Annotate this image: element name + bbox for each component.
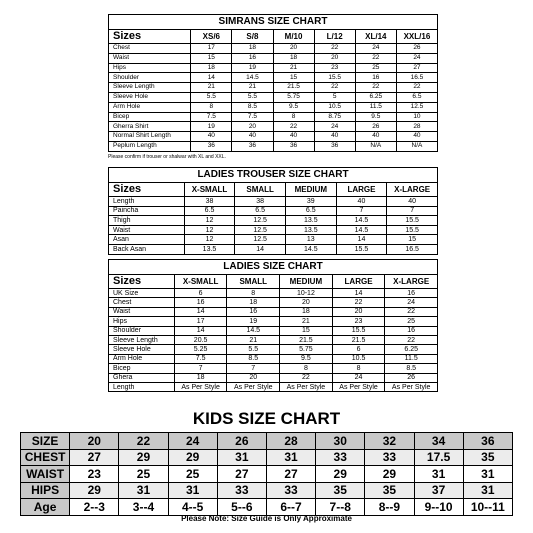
table-cell: 8.5 [232, 102, 273, 112]
column-header-size: XL/14 [355, 30, 396, 44]
size-table [108, 29, 438, 152]
table-cell: 18 [227, 298, 280, 307]
column-header-size: 24 [168, 433, 217, 450]
row-label: Shoulder [109, 73, 191, 83]
kids-chart-note: Please Note: Size Guide is Only Approximate [181, 514, 352, 523]
row-label: Chest [109, 44, 191, 54]
table-cell: 24 [314, 122, 355, 132]
column-header-size: 30 [316, 433, 365, 450]
table-cell: 8--9 [365, 499, 414, 516]
column-header-sizes: Sizes [109, 30, 191, 44]
table-cell: 40 [232, 132, 273, 142]
table-cell: 36 [232, 141, 273, 151]
table-cell: 17 [174, 317, 227, 326]
ladies-size-chart [108, 259, 438, 392]
table-cell: 8 [227, 289, 280, 298]
column-header-size: X-LARGE [387, 183, 438, 197]
table-cell: 16.5 [396, 73, 437, 83]
table-cell: 9.5 [355, 112, 396, 122]
row-label: Thigh [109, 216, 185, 226]
table-row [109, 141, 438, 151]
table-cell: 33 [266, 482, 315, 499]
row-label: CHEST [21, 449, 70, 466]
table-row [109, 73, 438, 83]
table-row [109, 244, 438, 254]
row-label: Hips [109, 63, 191, 73]
table-cell: 23 [314, 63, 355, 73]
table-cell: 7.5 [174, 354, 227, 363]
kids-size-table [20, 432, 513, 516]
table-cell: 38 [184, 197, 235, 207]
table-cell: 7 [174, 364, 227, 373]
table-cell: 14 [332, 289, 385, 298]
row-label: Bicep [109, 364, 175, 373]
table-cell: 20.5 [174, 335, 227, 344]
column-header-size: 36 [463, 433, 512, 450]
table-cell: 22 [332, 298, 385, 307]
column-header-size: LARGE [336, 183, 387, 197]
table-cell: 31 [266, 449, 315, 466]
table-cell: 7.5 [232, 112, 273, 122]
table-cell: 6.5 [285, 206, 336, 216]
size-table [108, 274, 438, 392]
chart-title: LADIES SIZE CHART [108, 259, 438, 274]
row-label: Peplum Length [109, 141, 191, 151]
row-label: Bicep [109, 112, 191, 122]
table-cell: 40 [314, 132, 355, 142]
table-cell: 16 [232, 53, 273, 63]
table-cell: 16 [227, 307, 280, 316]
table-row [109, 326, 438, 335]
table-cell: 31 [463, 466, 512, 483]
table-cell: 36 [314, 141, 355, 151]
table-row [109, 44, 438, 54]
table-cell: 23 [332, 317, 385, 326]
table-cell: 22 [280, 373, 333, 382]
table-cell: 12.5 [235, 216, 286, 226]
table-cell: 12 [184, 225, 235, 235]
row-label: Paincha [109, 206, 185, 216]
table-cell: 22 [385, 335, 438, 344]
table-cell: 22 [355, 83, 396, 93]
table-row [109, 354, 438, 363]
table-cell: 9--10 [414, 499, 463, 516]
table-cell: 31 [463, 482, 512, 499]
table-cell: 18 [174, 373, 227, 382]
table-cell: 9.5 [280, 354, 333, 363]
table-cell: 7 [336, 206, 387, 216]
column-header-size: 34 [414, 433, 463, 450]
row-label: Length [109, 382, 175, 391]
table-cell: 14.5 [336, 216, 387, 226]
table-cell: 36 [273, 141, 314, 151]
table-cell: 3--4 [119, 499, 168, 516]
column-header-size: 20 [70, 433, 119, 450]
table-cell: 28 [396, 122, 437, 132]
table-cell: 29 [168, 449, 217, 466]
table-cell: 36 [191, 141, 232, 151]
table-cell: 31 [119, 482, 168, 499]
size-table [108, 182, 438, 255]
row-label: Sleeve Length [109, 335, 175, 344]
table-cell: 16 [355, 73, 396, 83]
table-cell: 40 [336, 197, 387, 207]
table-cell: 16.5 [387, 244, 438, 254]
table-cell: 40 [396, 132, 437, 142]
table-cell: 22 [355, 53, 396, 63]
table-cell: 38 [235, 197, 286, 207]
table-cell: 14.5 [232, 73, 273, 83]
table-cell: N/A [355, 141, 396, 151]
table-row [109, 206, 438, 216]
column-header-size: XXL/16 [396, 30, 437, 44]
table-cell: 6 [174, 289, 227, 298]
table-cell: 29 [365, 466, 414, 483]
table-row [21, 482, 513, 499]
chart-note: Please confirm if trouser or shalwar with XL and XXL. [108, 153, 226, 160]
table-cell: 22 [385, 307, 438, 316]
table-cell: 8.75 [314, 112, 355, 122]
table-cell: 5.5 [191, 92, 232, 102]
table-cell: 6.25 [355, 92, 396, 102]
row-label: Arm Hole [109, 102, 191, 112]
table-cell: 5 [314, 92, 355, 102]
row-label: Gherra Shirt [109, 122, 191, 132]
table-cell: 29 [119, 449, 168, 466]
table-cell: 6 [332, 345, 385, 354]
header-row [109, 183, 438, 197]
row-label: Age [21, 499, 70, 516]
table-cell: 25 [168, 466, 217, 483]
table-cell: 8.5 [385, 364, 438, 373]
table-cell: 13.5 [184, 244, 235, 254]
table-cell: 7--8 [316, 499, 365, 516]
table-cell: 8 [280, 364, 333, 373]
table-cell: 14 [174, 307, 227, 316]
table-cell: 33 [365, 449, 414, 466]
table-cell: 10--11 [463, 499, 512, 516]
table-cell: 18 [191, 63, 232, 73]
table-cell: 15.5 [387, 225, 438, 235]
table-cell: 14 [336, 235, 387, 245]
table-cell: 25 [385, 317, 438, 326]
table-cell: 11.5 [355, 102, 396, 112]
table-cell: 25 [119, 466, 168, 483]
table-row [109, 132, 438, 142]
table-cell: 6.5 [184, 206, 235, 216]
table-cell: 5.25 [174, 345, 227, 354]
table-cell: 16 [174, 298, 227, 307]
table-cell: 22 [314, 44, 355, 54]
row-label: SIZE [21, 433, 70, 450]
row-label: Length [109, 197, 185, 207]
table-row [109, 382, 438, 391]
table-row [109, 122, 438, 132]
table-cell: 6.5 [235, 206, 286, 216]
row-label: Hips [109, 317, 175, 326]
table-cell: 8 [332, 364, 385, 373]
column-header-size: LARGE [332, 275, 385, 289]
column-header-size: XS/6 [191, 30, 232, 44]
table-cell: 5--6 [217, 499, 266, 516]
table-cell: 20 [227, 373, 280, 382]
column-header-size: MEDIUM [280, 275, 333, 289]
header-row [109, 275, 438, 289]
table-cell: 7 [387, 206, 438, 216]
table-cell: 24 [396, 53, 437, 63]
table-cell: 18 [273, 53, 314, 63]
table-cell: 11.5 [385, 354, 438, 363]
table-cell: 15.5 [332, 326, 385, 335]
table-cell: 22 [314, 83, 355, 93]
table-cell: 6.5 [396, 92, 437, 102]
table-cell: 40 [355, 132, 396, 142]
column-header-size: 26 [217, 433, 266, 450]
table-cell: 14 [174, 326, 227, 335]
table-cell: 15.5 [314, 73, 355, 83]
kids-chart-title: KIDS SIZE CHART [192, 409, 341, 428]
table-cell: 7 [227, 364, 280, 373]
table-cell: 10 [396, 112, 437, 122]
table-cell: 13.5 [285, 216, 336, 226]
table-cell: 27 [70, 449, 119, 466]
table-cell: 4--5 [168, 499, 217, 516]
table-cell: 13.5 [285, 225, 336, 235]
table-cell: 15.5 [387, 216, 438, 226]
chart-title: SIMRANS SIZE CHART [108, 14, 438, 29]
table-cell: 10-12 [280, 289, 333, 298]
table-row [109, 63, 438, 73]
table-cell: 21.5 [273, 83, 314, 93]
table-cell: 21 [227, 335, 280, 344]
row-label: Chest [109, 298, 175, 307]
table-cell: 20 [332, 307, 385, 316]
table-cell: 35 [365, 482, 414, 499]
table-cell: 31 [414, 466, 463, 483]
column-header-size: 22 [119, 433, 168, 450]
row-label: Normal Shirt Length [109, 132, 191, 142]
table-cell: 23 [70, 466, 119, 483]
row-label: Back Asan [109, 244, 185, 254]
table-cell: 26 [396, 44, 437, 54]
table-cell: 35 [463, 449, 512, 466]
table-row [109, 53, 438, 63]
header-row [21, 433, 513, 450]
column-header-size: M/10 [273, 30, 314, 44]
table-cell: 2--3 [70, 499, 119, 516]
table-cell: 27 [217, 466, 266, 483]
table-cell: 17.5 [414, 449, 463, 466]
row-label: WAIST [21, 466, 70, 483]
table-cell: 21 [191, 83, 232, 93]
table-cell: 10.5 [332, 354, 385, 363]
table-cell: 8 [273, 112, 314, 122]
table-cell: N/A [396, 141, 437, 151]
table-cell: 27 [396, 63, 437, 73]
column-header-sizes: Sizes [109, 183, 185, 197]
table-cell: 21 [273, 63, 314, 73]
table-cell: As Per Style [332, 382, 385, 391]
table-cell: 15.5 [336, 244, 387, 254]
row-label: Sleeve Hole [109, 92, 191, 102]
column-header-size: X-LARGE [385, 275, 438, 289]
table-row [21, 466, 513, 483]
table-row [21, 449, 513, 466]
table-cell: 6.25 [385, 345, 438, 354]
table-cell: 33 [316, 449, 365, 466]
row-label: UK Size [109, 289, 175, 298]
column-header-size: 28 [266, 433, 315, 450]
table-cell: 16 [385, 289, 438, 298]
table-cell: 29 [316, 466, 365, 483]
table-cell: 39 [285, 197, 336, 207]
table-cell: 22 [273, 122, 314, 132]
table-cell: 35 [316, 482, 365, 499]
table-cell: 21 [232, 83, 273, 93]
table-cell: 20 [232, 122, 273, 132]
table-row [109, 225, 438, 235]
table-cell: 25 [355, 63, 396, 73]
table-cell: 12 [184, 235, 235, 245]
table-cell: 40 [387, 197, 438, 207]
table-cell: 14 [235, 244, 286, 254]
table-row [109, 364, 438, 373]
table-cell: As Per Style [227, 382, 280, 391]
table-cell: 12.5 [235, 225, 286, 235]
row-label: Arm Hole [109, 354, 175, 363]
table-row [109, 235, 438, 245]
table-cell: 40 [191, 132, 232, 142]
table-cell: 20 [273, 44, 314, 54]
table-cell: 40 [273, 132, 314, 142]
table-cell: 5.5 [227, 345, 280, 354]
table-cell: 19 [191, 122, 232, 132]
table-cell: 15 [273, 73, 314, 83]
table-cell: 10.5 [314, 102, 355, 112]
row-label: Waist [109, 225, 185, 235]
table-cell: 16 [385, 326, 438, 335]
table-cell: 7.5 [191, 112, 232, 122]
chart-title: LADIES TROUSER SIZE CHART [108, 167, 438, 182]
column-header-size: SMALL [227, 275, 280, 289]
table-cell: 14.5 [285, 244, 336, 254]
table-cell: 33 [217, 482, 266, 499]
column-header-size: SMALL [235, 183, 286, 197]
column-header-size: X-SMALL [184, 183, 235, 197]
table-row [109, 317, 438, 326]
column-header-size: 32 [365, 433, 414, 450]
table-row [109, 335, 438, 344]
table-row [109, 298, 438, 307]
table-cell: 14.5 [336, 225, 387, 235]
table-cell: 18 [232, 44, 273, 54]
table-cell: 12 [184, 216, 235, 226]
table-cell: 31 [168, 482, 217, 499]
table-cell: 15 [191, 53, 232, 63]
table-row [109, 83, 438, 93]
table-cell: 12.5 [396, 102, 437, 112]
table-cell: 21 [280, 317, 333, 326]
table-cell: 17 [191, 44, 232, 54]
table-row [109, 216, 438, 226]
table-cell: 5.75 [273, 92, 314, 102]
table-cell: 15 [280, 326, 333, 335]
table-cell: 24 [385, 298, 438, 307]
table-cell: 6--7 [266, 499, 315, 516]
table-cell: 24 [332, 373, 385, 382]
table-cell: 20 [314, 53, 355, 63]
column-header-size: X-SMALL [174, 275, 227, 289]
table-cell: 13 [285, 235, 336, 245]
row-label: Sleeve Hole [109, 345, 175, 354]
table-cell: 24 [355, 44, 396, 54]
table-row [109, 197, 438, 207]
column-header-sizes: Sizes [109, 275, 175, 289]
row-label: Asan [109, 235, 185, 245]
table-row [109, 92, 438, 102]
table-row [109, 289, 438, 298]
table-cell: 26 [385, 373, 438, 382]
simrans-size-chart [108, 14, 438, 160]
table-cell: 19 [232, 63, 273, 73]
row-label: HIPS [21, 482, 70, 499]
table-cell: 26 [355, 122, 396, 132]
table-cell: 5.5 [232, 92, 273, 102]
table-cell: 8.5 [227, 354, 280, 363]
column-header-size: MEDIUM [285, 183, 336, 197]
table-row [109, 345, 438, 354]
table-cell: 37 [414, 482, 463, 499]
column-header-size: S/8 [232, 30, 273, 44]
table-cell: 5.75 [280, 345, 333, 354]
table-cell: 15 [387, 235, 438, 245]
header-row [109, 30, 438, 44]
row-label: Shoulder [109, 326, 175, 335]
table-cell: 19 [227, 317, 280, 326]
table-cell: 12.5 [235, 235, 286, 245]
table-row [109, 373, 438, 382]
table-cell: 21.5 [280, 335, 333, 344]
row-label: Waist [109, 307, 175, 316]
table-cell: As Per Style [385, 382, 438, 391]
kids-size-chart [20, 432, 513, 516]
trouser-size-chart [108, 167, 438, 255]
table-cell: 18 [280, 307, 333, 316]
table-row [21, 499, 513, 516]
table-cell: 31 [217, 449, 266, 466]
column-header-size: L/12 [314, 30, 355, 44]
table-row [109, 307, 438, 316]
table-cell: As Per Style [174, 382, 227, 391]
row-label: Sleeve Length [109, 83, 191, 93]
table-cell: 22 [396, 83, 437, 93]
row-label: Ghera [109, 373, 175, 382]
table-cell: 29 [70, 482, 119, 499]
table-cell: 27 [266, 466, 315, 483]
table-cell: As Per Style [280, 382, 333, 391]
table-cell: 8 [191, 102, 232, 112]
table-row [109, 102, 438, 112]
row-label: Waist [109, 53, 191, 63]
table-cell: 21.5 [332, 335, 385, 344]
table-cell: 14 [191, 73, 232, 83]
table-row [109, 112, 438, 122]
table-cell: 20 [280, 298, 333, 307]
table-cell: 14.5 [227, 326, 280, 335]
table-cell: 9.5 [273, 102, 314, 112]
